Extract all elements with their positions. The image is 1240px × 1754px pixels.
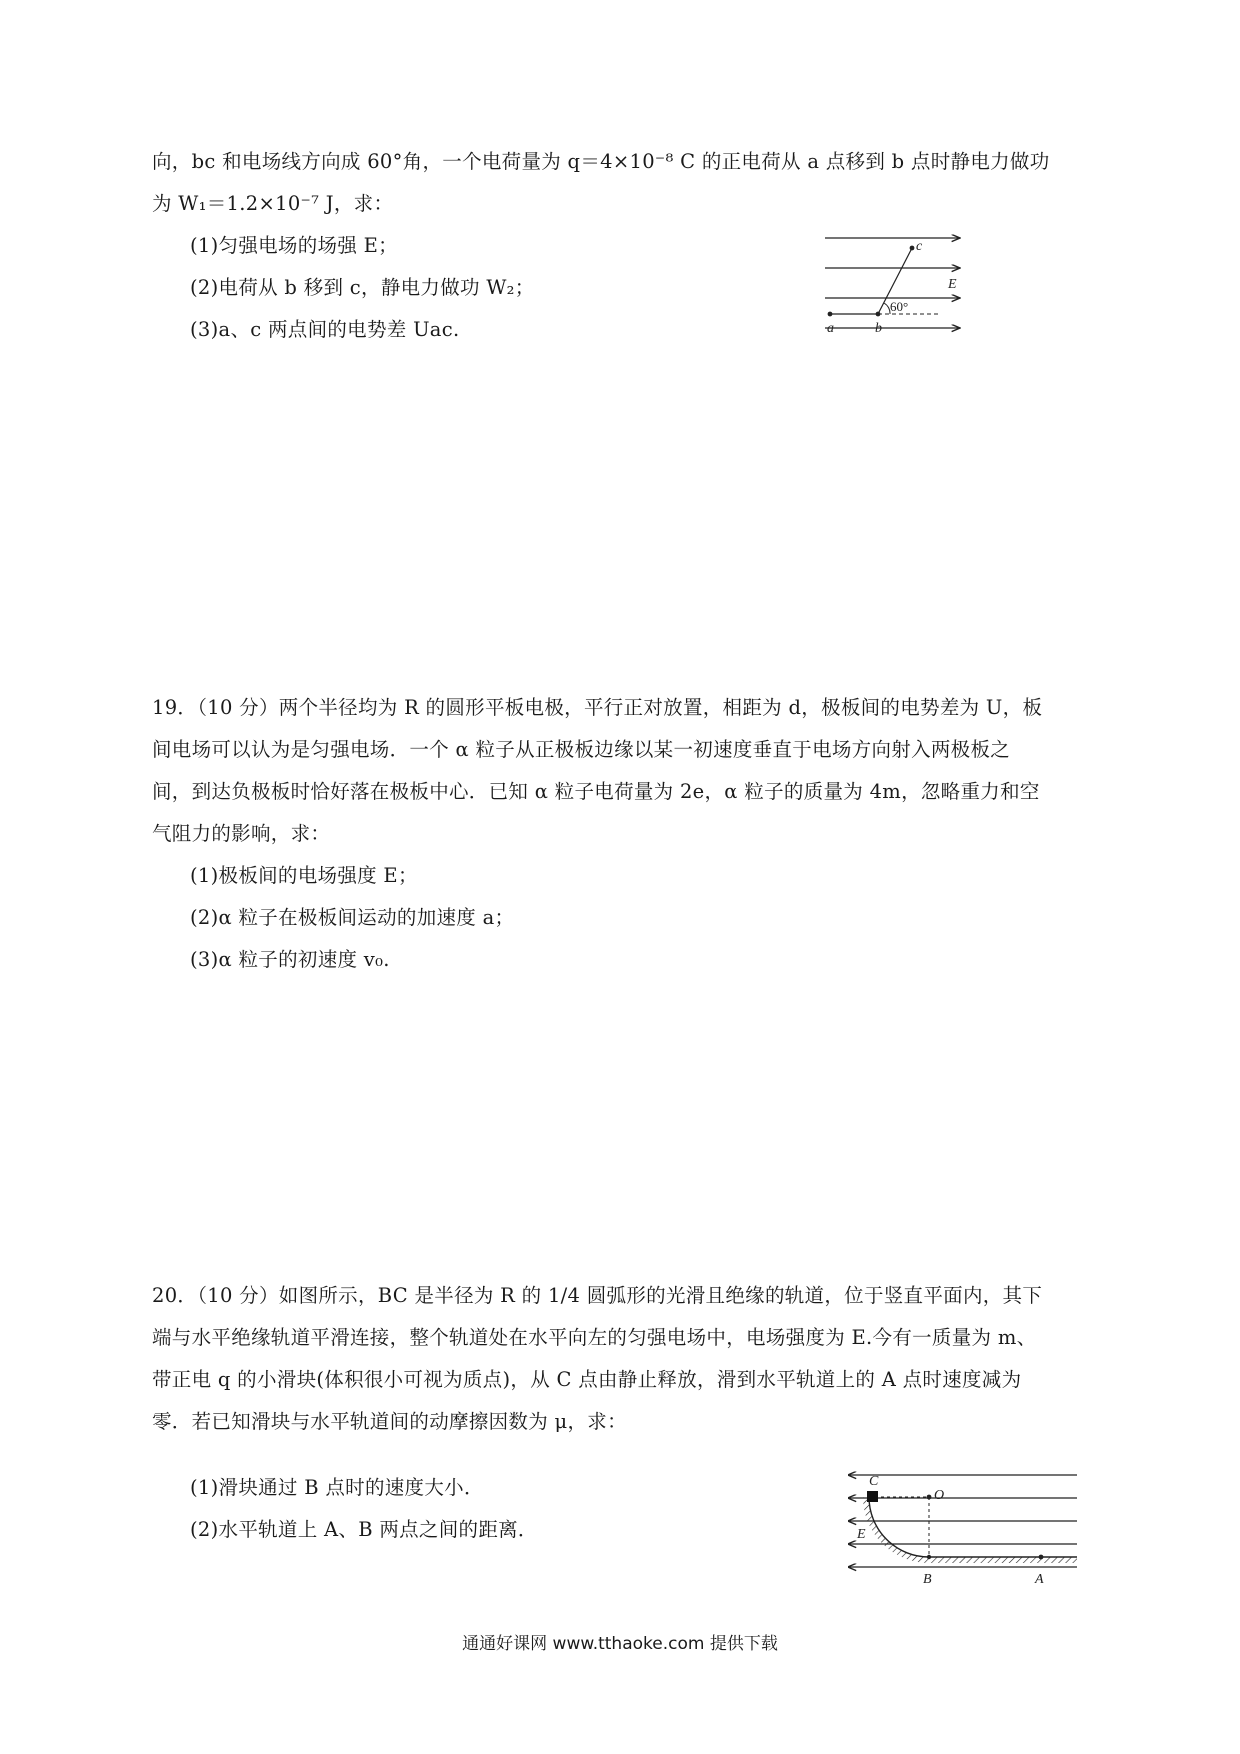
q19-line-4: 气阻力的影响，求： <box>152 822 331 845</box>
field-lines <box>849 1475 1077 1567</box>
q20-line-2: 端与水平绝缘轨道平滑连接，整个轨道处在水平向左的匀强电场中，电场强度为 E.今有一质量为 m、 <box>152 1326 1037 1349</box>
label-c: c <box>916 239 923 254</box>
q19-line-1: 19．（10 分）两个半径均为 R 的圆形平板电极，平行正对放置，相距为 d，极板间的电势差为 U，板 <box>152 696 1043 719</box>
label-O: O <box>934 1488 945 1503</box>
q18-item-3: (3)a、c 两点间的电势差 Uac. <box>190 318 460 341</box>
point-O <box>927 1495 932 1500</box>
q20-item-2: (2)水平轨道上 A、B 两点之间的距离． <box>190 1518 538 1541</box>
q20-item-1: (1)滑块通过 B 点时的速度大小． <box>190 1476 484 1499</box>
label-a: a <box>827 321 834 336</box>
q18-line-1: 向，bc 和电场线方向成 60°角，一个电荷量为 q＝4×10⁻⁸ C 的正电荷从 a 点移到 b 点时静电力做功 <box>152 150 1050 173</box>
label-b: b <box>875 321 882 336</box>
q19-item-3: (3)α 粒子的初速度 v₀. <box>190 948 390 971</box>
q20-track-diagram <box>845 1465 1085 1590</box>
q20-line-3: 带正电 q 的小滑块(体积很小可视为质点)，从 C 点由静止释放，滑到水平轨道上的 A 点时速度减为 <box>152 1368 1022 1391</box>
label-E: E <box>857 1527 866 1542</box>
point-A <box>1039 1555 1044 1560</box>
page-footer: 通通好课网 www.tthaoke.com 提供下载 <box>462 1634 778 1654</box>
q20-line-4: 零．若已知滑块与水平轨道间的动摩擦因数为 μ，求： <box>152 1410 627 1433</box>
point-c <box>910 246 915 251</box>
q18-item-1: (1)匀强电场的场强 E； <box>190 234 398 257</box>
q19-item-2: (2)α 粒子在极板间运动的加速度 a； <box>190 906 515 929</box>
point-B <box>927 1555 931 1559</box>
q19-line-2: 间电场可以认为是匀强电场．一个 α 粒子从正极板边缘以某一初速度垂直于电场方向射入两极板之 <box>152 738 1011 761</box>
label-angle: 60° <box>890 299 909 314</box>
label-B: B <box>923 1572 932 1587</box>
track-hatching <box>863 1497 1077 1563</box>
q19-item-1: (1)极板间的电场强度 E； <box>190 864 418 887</box>
point-b <box>876 312 881 317</box>
q18-field-diagram <box>820 226 970 346</box>
label-C: C <box>869 1474 879 1489</box>
point-a <box>828 312 833 317</box>
q18-line-2: 为 W₁＝1.2×10⁻⁷ J，求： <box>152 192 394 215</box>
track-surface <box>869 1497 1077 1557</box>
slider-block <box>867 1491 878 1502</box>
label-A: A <box>1035 1572 1044 1587</box>
q20-line-1: 20．（10 分）如图所示，BC 是半径为 R 的 1/4 圆弧形的光滑且绝缘的轨道，位于竖直平面内，其下 <box>152 1284 1043 1307</box>
label-E: E <box>948 277 957 292</box>
q18-item-2: (2)电荷从 b 移到 c，静电力做功 W₂； <box>190 276 535 299</box>
q19-line-3: 间，到达负极板时恰好落在极板中心．已知 α 粒子电荷量为 2e，α 粒子的质量为 4m，忽略重力和空 <box>152 780 1040 803</box>
